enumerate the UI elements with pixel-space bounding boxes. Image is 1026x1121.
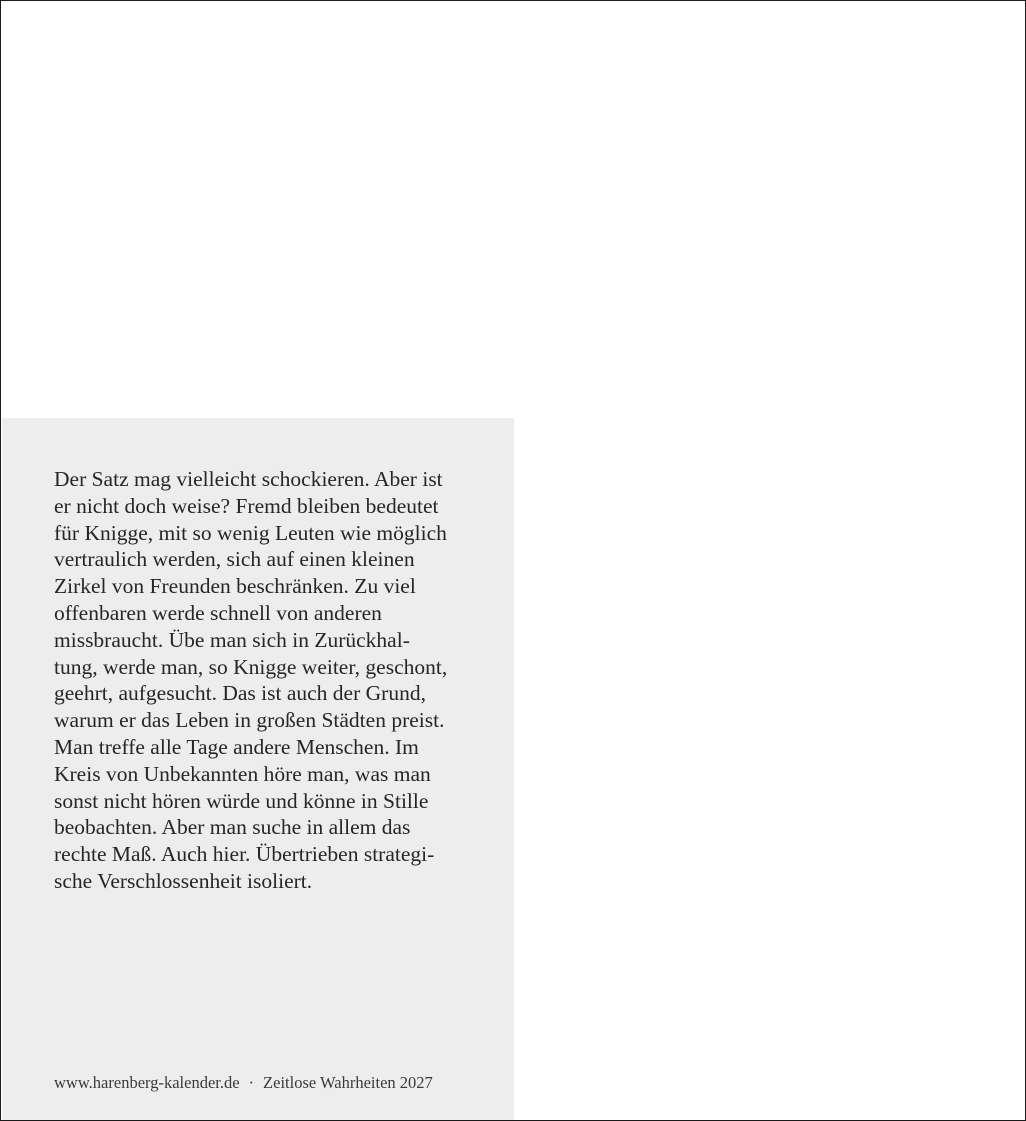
- text-line: Man treffe alle Tage andere Menschen. Im: [54, 734, 419, 759]
- page-footer: [54, 1073, 433, 1093]
- text-line: missbraucht. Übe man sich in Zurückhal-: [54, 627, 410, 652]
- body-text: [54, 466, 514, 895]
- text-line: er nicht doch weise? Fremd bleiben bedeutet: [54, 493, 439, 518]
- text-line: warum er das Leben in großen Städten preist.: [54, 708, 445, 733]
- footer-separator: ·: [248, 1073, 255, 1092]
- text-line: vertraulich werden, sich auf einen kleinen: [54, 547, 415, 572]
- text-panel: [2, 418, 514, 1121]
- text-line: geehrt, aufgesucht. Das ist auch der Grund,: [54, 681, 426, 706]
- text-line: beobachten. Aber man suche in allem das: [54, 815, 411, 840]
- text-line: offenbaren werde schnell von anderen: [54, 600, 382, 625]
- text-line: rechte Maß. Auch hier. Übertrieben strategi-: [54, 842, 435, 867]
- text-line: sonst nicht hören würde und könne in Stille: [54, 788, 429, 813]
- text-line: Der Satz mag vielleicht schockieren. Aber ist: [54, 467, 443, 491]
- text-line: für Knigge, mit so wenig Leuten wie möglich: [54, 520, 447, 545]
- footer-calendar-title: Zeitlose Wahrheiten 2027: [263, 1073, 433, 1092]
- footer-website: www.harenberg-kalender.de: [54, 1073, 240, 1092]
- text-line: tung, werde man, so Knigge weiter, geschont,: [54, 654, 448, 679]
- text-line: Zirkel von Freunden beschränken. Zu viel: [54, 574, 416, 599]
- text-line: Kreis von Unbekannten höre man, was man: [54, 761, 431, 786]
- text-line: sche Verschlossenheit isoliert.: [54, 868, 313, 893]
